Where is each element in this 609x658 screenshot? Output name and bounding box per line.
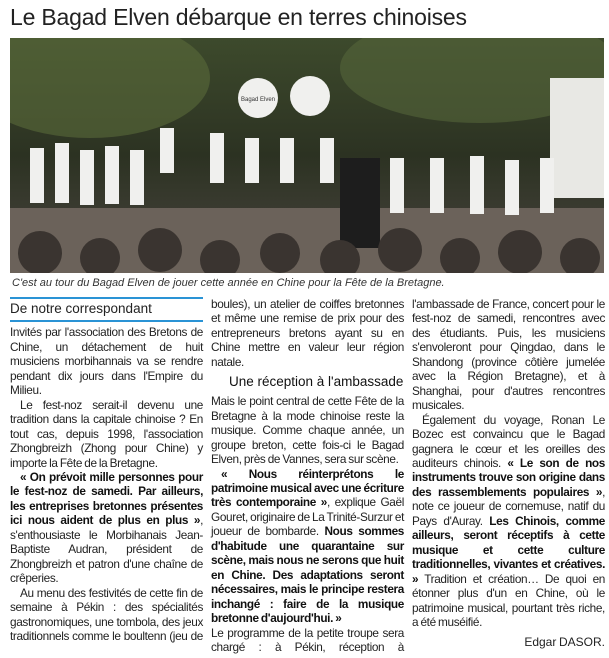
text: Tradition et création… De quoi en étonner plus d'un en Chine, où le patrimoine musical, pourtant très riche, a été muséifié. xyxy=(412,571,605,629)
byline: De notre correspondant xyxy=(10,297,203,322)
paragraph xyxy=(412,413,605,630)
drum-logo-text: Bagad Elven xyxy=(240,97,276,103)
text: , note ce joueur de cornemuse, natif du Pays d'Auray. xyxy=(412,484,605,528)
subheading: Une réception à l'ambassade xyxy=(229,374,404,390)
paragraph xyxy=(211,467,404,626)
quote: « On prévoit mille personnes pour le fest-noz de samedi. Par ailleurs, les entreprises bretonnes présentes ici nous aident de plus en plus » xyxy=(10,469,203,528)
quote: Nous sommes d'habitude une quarantaine sur scène, mais nous ne serons que huit en Chine. Des adaptations seront nécessaires, mais le principe restera inchangé : faire de la musique bretonne d'aujourd'hui. » xyxy=(211,524,405,626)
article-title: Le Bagad Elven débarque en terres chinoises xyxy=(10,4,467,30)
paragraph: Mais le point central de cette Fête de la Bretagne à la mode chinoise reste la musique. Comme chaque année, un groupe breton, cette fois-ci le Bagad Elven, près de Vannes, sera sur scène. xyxy=(211,394,404,467)
paragraph xyxy=(10,470,203,586)
article-photo xyxy=(10,38,604,273)
paragraph: Le fest-noz serait-il devenu une tradition dans la capitale chinoise ? En tout cas, depuis 1998, l'association Zhongbreizh (Zhong pour Chine) y importe la Fête de la Bretagne. xyxy=(10,397,203,470)
article-body xyxy=(10,297,605,656)
quote: « Le son de nos instruments trouve son origine dans des rassemblements populaires » xyxy=(412,455,605,499)
signature: Edgar DASOR. xyxy=(524,635,605,650)
photo-caption: C'est au tour du Bagad Elven de jouer cette année en Chine pour la Fête de la Bretagne. xyxy=(12,277,445,289)
text: , explique Gaël Gouret, originaire de La Trinité-Surzur et joueur de bombarde. xyxy=(211,495,404,539)
paragraph: Le programme de la petite troupe sera chargé : à Pékin, réception à l'ambassade de France, concert pour le fest-noz de samedi, rencontres avec des étudiants. Puis, les musiciens s'envoleront pour Qingdao, dans le Shandong (province côtière jumelée avec la Région Bretagne), et à Shanghai, pour d'autres rencontres musicales. xyxy=(211,297,605,654)
text: Également du voyage, Ronan Le Bozec est convaincu que le Bagad gagnera le cœur et les oreilles des auditeurs chinois. xyxy=(412,412,605,470)
bagad-photo-illustration xyxy=(10,38,604,273)
quote: « Nous réinterprétons le patrimoine musical avec une écriture très contemporaine » xyxy=(211,466,404,510)
paragraph: Au menu des festivités de cette fin de semaine à Pékin : des spécialités gastronomiques, une tombola, des jeux traditionnels comme le boultenn (jeu de boules), un atelier de coiffes bretonnes et même une remise de prix pour des entrepreneurs bretons ayant su en Chine mettre en valeur leur région natale. xyxy=(10,297,404,643)
paragraph: Invités par l'association des Bretons de Chine, un détachement de huit musiciens morbihannais va se rendre pendant dix jours dans l'Empire du Milieu. xyxy=(10,325,203,398)
quote: Les Chinois, comme ailleurs, seront réceptifs à cette musique et cette culture traditionnelles, vivantes et créatives. » xyxy=(412,513,605,586)
text: , s'enthousiaste le Morbihanais Jean-Baptiste Audran, président de Zhongbreizh et patron d'une chaîne de crêperies. xyxy=(10,513,203,586)
